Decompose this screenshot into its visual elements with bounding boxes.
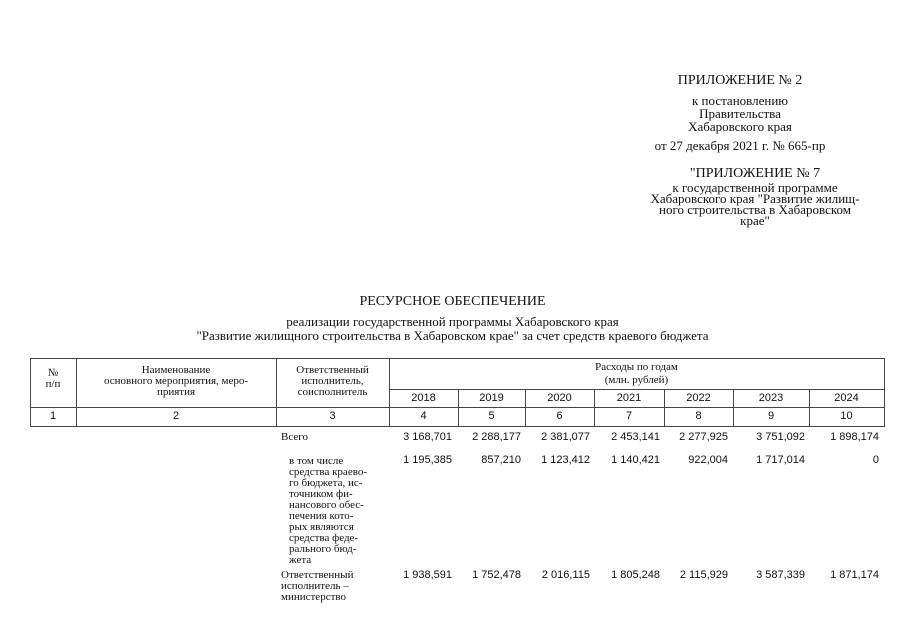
appendix7-line: ного строительства в Хабаровском: [659, 202, 851, 217]
index-cell: 2: [172, 410, 180, 422]
appendix-title: ПРИЛОЖЕНИЕ № 2: [677, 73, 803, 88]
row-value: 2 016,115: [541, 569, 590, 581]
row-value: 2 288,177: [472, 431, 521, 443]
row-value: 2 381,077: [541, 431, 590, 443]
row-value: 1 717,014: [756, 454, 805, 466]
appendix7-line: к государственной программе: [672, 180, 838, 195]
row-value: 3 751,092: [756, 431, 805, 443]
col-header-responsible: Ответственный исполнитель, соисполнитель: [296, 364, 369, 398]
row-value: 0: [872, 454, 879, 466]
appendix7-title: "ПРИЛОЖЕНИЕ № 7: [689, 166, 821, 181]
index-cell: 10: [840, 410, 853, 422]
appendix-line: к постановлению: [691, 93, 789, 108]
row-value: 2 277,925: [679, 431, 728, 443]
index-cell: 8: [695, 410, 702, 422]
year-header: 2024: [834, 392, 859, 404]
table-border-right: [884, 358, 885, 426]
index-cell: 9: [767, 410, 775, 422]
row-value: 1 938,591: [403, 569, 452, 581]
index-cell: 7: [625, 410, 633, 422]
col-header-expenses: Расходы по годам: [595, 361, 678, 373]
col-header-number: № п/п: [45, 367, 61, 390]
heading-title: РЕСУРСНОЕ ОБЕСПЕЧЕНИЕ: [359, 294, 546, 309]
index-cell: 3: [329, 410, 336, 422]
row-label: Всего: [281, 431, 308, 443]
row-value: 3 587,339: [756, 569, 805, 581]
appendix-line: Правительства: [699, 106, 781, 121]
row-value: 3 168,701: [403, 431, 452, 443]
year-header: 2019: [479, 392, 504, 404]
row-value: 1 898,174: [830, 431, 879, 443]
col-header-name: Наименование основного мероприятия, меро- приятия: [103, 364, 249, 398]
index-cell: 1: [49, 410, 57, 422]
row-value: 1 752,478: [472, 569, 521, 581]
row-value: 1 871,174: [830, 569, 879, 581]
table-line-index-bottom: [30, 426, 885, 427]
year-header: 2023: [758, 392, 784, 404]
table-line-years: [389, 389, 885, 390]
row-label: Ответственный исполнитель – министерство: [281, 569, 354, 603]
year-header: 2020: [547, 392, 572, 404]
year-header: 2018: [411, 392, 436, 404]
year-header: 2022: [686, 392, 711, 404]
row-value: 857,210: [481, 454, 521, 466]
row-value: 2 453,141: [611, 431, 660, 443]
row-value: 1 195,385: [403, 454, 452, 466]
heading-subtitle: "Развитие жилищного строительства в Хабаровском крае" за счет средств краевого бюджета: [196, 328, 709, 343]
row-value: 922,004: [688, 454, 728, 466]
col-header-expenses-unit: (млн. рублей): [604, 374, 669, 386]
row-value: 1 123,412: [541, 454, 590, 466]
heading-subtitle: реализации государственной программы Хабаровского края: [286, 314, 619, 329]
appendix7-line: Хабаровского края "Развитие жилищ-: [650, 191, 860, 206]
table-border-top: [30, 358, 885, 359]
year-header: 2021: [616, 392, 642, 404]
appendix7-line: крае": [740, 213, 770, 228]
row-value: 1 140,421: [611, 454, 660, 466]
row-value: 2 115,929: [679, 569, 728, 581]
row-value: 1 805,248: [611, 569, 660, 581]
row-label: в том числе средства краево- го бюджета, ис- точником фи- нансового обес- печения кото- рых являются средства феде- рального бюд- жета: [289, 455, 367, 566]
index-cell: 4: [420, 410, 427, 422]
index-cell: 5: [488, 410, 495, 422]
appendix-line: Хабаровского края: [688, 119, 792, 134]
appendix-date: от 27 декабря 2021 г. № 665-пр: [654, 138, 826, 153]
index-cell: 6: [556, 410, 563, 422]
